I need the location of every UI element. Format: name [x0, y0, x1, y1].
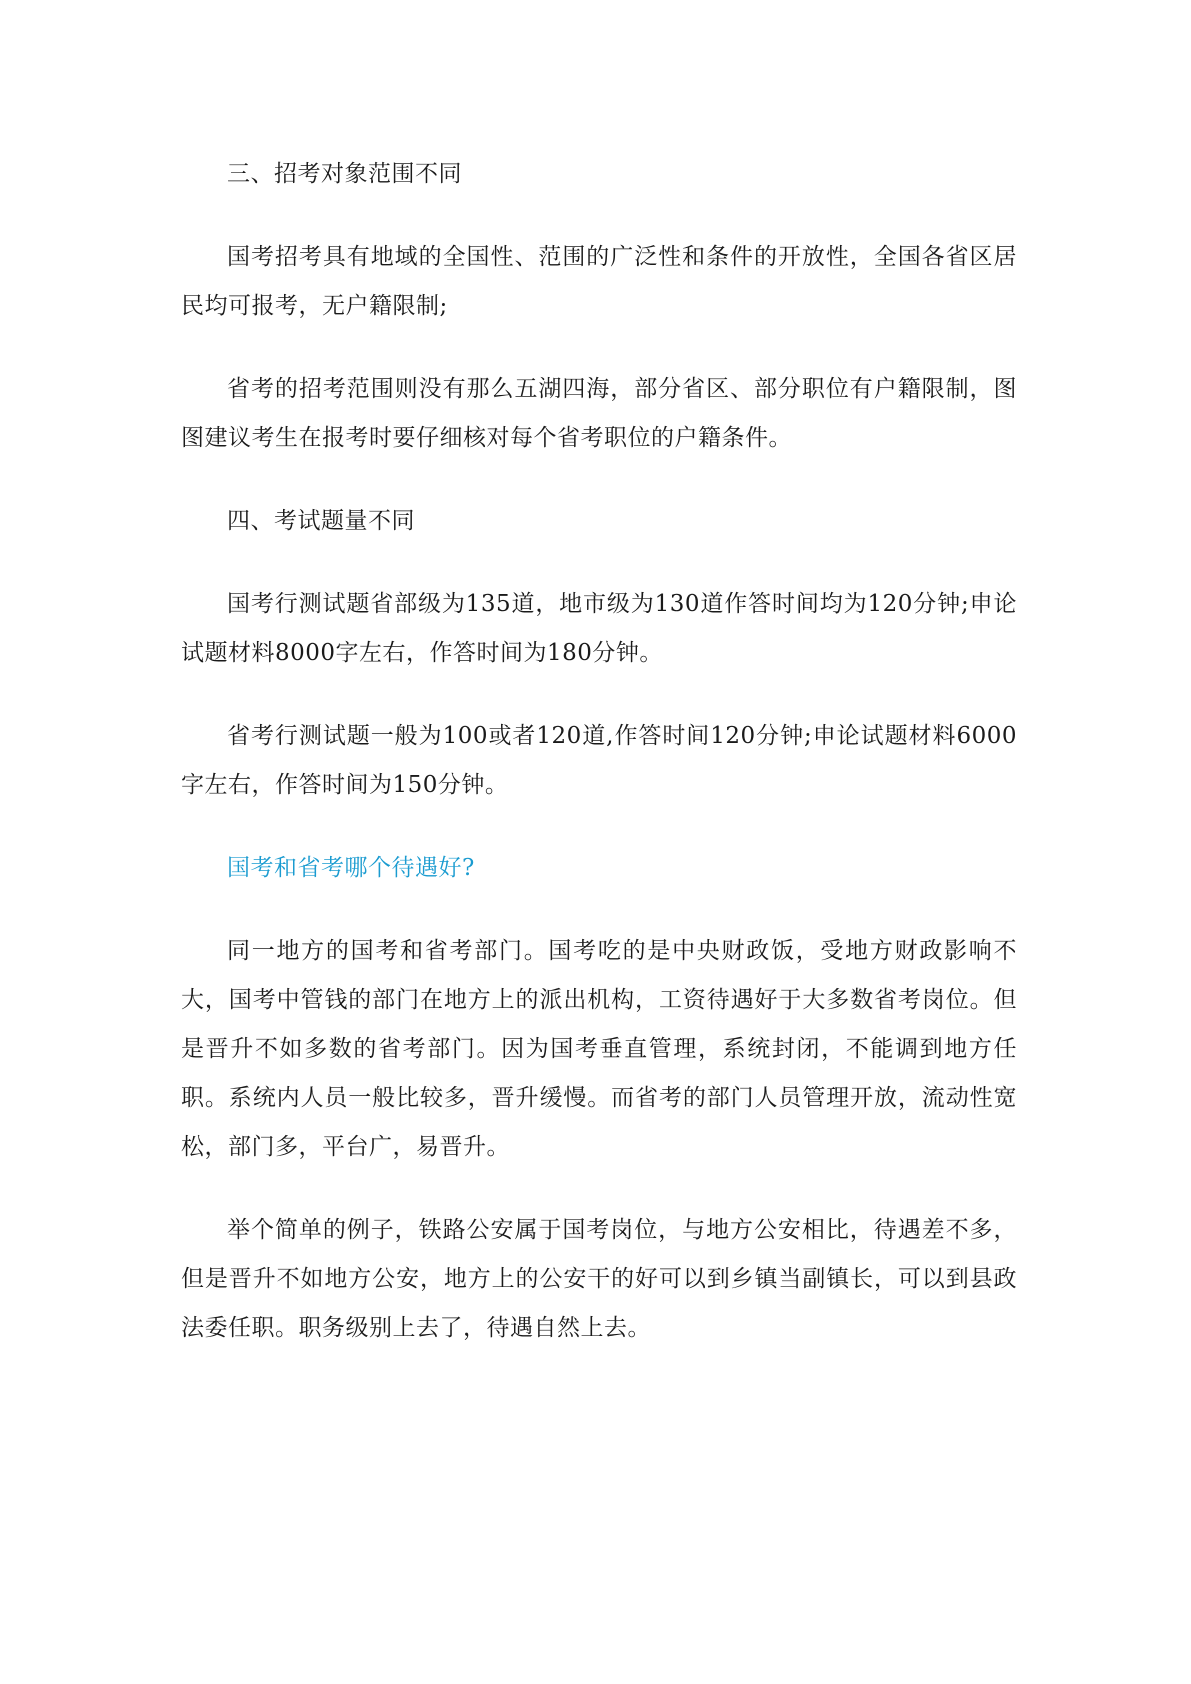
paragraph-provincial-scope: 省考的招考范围则没有那么五湖四海，部分省区、部分职位有户籍限制，图图建议考生在报考时要仔细核对每个省考职位的户籍条件。	[181, 376, 1017, 451]
document-content	[181, 150, 1017, 1387]
section-heading-4: 四、考试题量不同	[227, 508, 415, 534]
benefits-link-heading[interactable]: 国考和省考哪个待遇好?	[227, 855, 475, 881]
section-heading-3: 三、招考对象范围不同	[227, 161, 462, 187]
paragraph-national-exam-questions: 国考行测试题省部级为135道，地市级为130道作答时间均为120分钟;申论试题材料8000字左右，作答时间为180分钟。	[181, 591, 1017, 666]
paragraph-provincial-exam-questions: 省考行测试题一般为100或者120道,作答时间120分钟;申论试题材料6000字左右，作答时间为150分钟。	[181, 723, 1017, 798]
paragraph-railway-police-example: 举个简单的例子，铁路公安属于国考岗位，与地方公安相比，待遇差不多，但是晋升不如地方公安，地方上的公安干的好可以到乡镇当副镇长，可以到县政法委任职。职务级别上去了，待遇自然上去。	[181, 1217, 1017, 1341]
paragraph-benefits-comparison: 同一地方的国考和省考部门。国考吃的是中央财政饭，受地方财政影响不大，国考中管钱的部门在地方上的派出机构，工资待遇好于大多数省考岗位。但是晋升不如多数的省考部门。因为国考垂直管理，系统封闭，不能调到地方任职。系统内人员一般比较多，晋升缓慢。而省考的部门人员管理开放，流动性宽松，部门多，平台广，易晋升。	[181, 938, 1017, 1160]
paragraph-household-registration: 国考招考具有地域的全国性、范围的广泛性和条件的开放性，全国各省区居民均可报考，无户籍限制;	[181, 244, 1017, 319]
